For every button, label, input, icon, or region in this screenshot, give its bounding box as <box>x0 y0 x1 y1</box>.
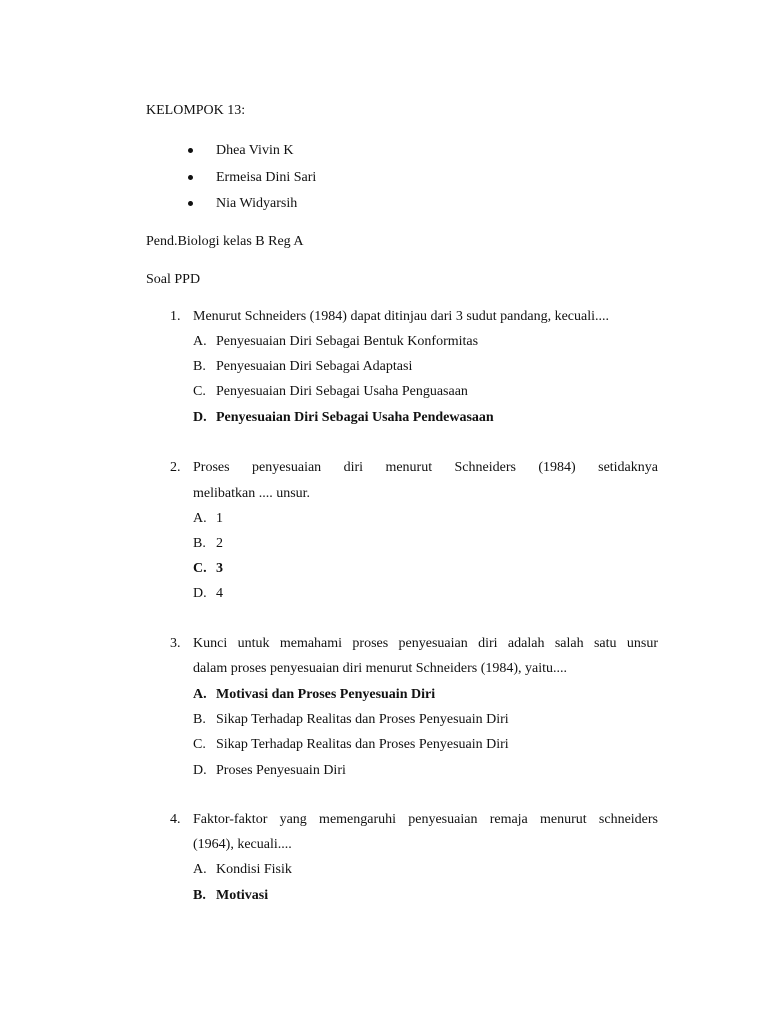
option-letter: D. <box>193 763 207 778</box>
option-letter: B. <box>193 536 206 551</box>
option-letter: B. <box>193 712 206 727</box>
question-text: Kunci untuk memahami proses penyesuaian diri adalah salah satu unsur <box>193 636 658 651</box>
option-text-answer: Motivasi dan Proses Penyesuain Diri <box>216 687 436 702</box>
group-heading: KELOMPOK 13: <box>146 103 246 118</box>
option-text: Sikap Terhadap Realitas dan Proses Penyesuain Diri <box>216 737 509 752</box>
option-letter: A. <box>193 334 207 349</box>
option-text: Kondisi Fisik <box>216 862 292 877</box>
question-text: melibatkan .... unsur. <box>193 486 311 501</box>
question-number: 4. <box>170 812 181 827</box>
option-letter: C. <box>193 384 206 399</box>
option-text: 4 <box>216 586 223 601</box>
option-text: Penyesuaian Diri Sebagai Usaha Penguasaan <box>216 384 468 399</box>
option-letter-answer: B. <box>193 888 206 903</box>
option-text: Proses Penyesuain Diri <box>216 763 346 778</box>
option-text-answer: Motivasi <box>216 888 269 903</box>
option-text: Sikap Terhadap Realitas dan Proses Penyesuain Diri <box>216 712 509 727</box>
question-text: Menurut Schneiders (1984) dapat ditinjau dari 3 sudut pandang, kecuali.... <box>193 309 610 324</box>
question-number: 3. <box>170 636 181 651</box>
bullet-icon <box>188 175 193 180</box>
bullet-icon <box>188 201 193 206</box>
member-item: Ermeisa Dini Sari <box>216 170 317 185</box>
bullet-icon <box>188 148 193 153</box>
option-text: 2 <box>216 536 223 551</box>
question-text: (1964), kecuali.... <box>193 837 292 852</box>
question-text: dalam proses penyesuaian diri menurut Schneiders (1984), yaitu.... <box>193 661 568 676</box>
option-text-answer: Penyesuaian Diri Sebagai Usaha Pendewasaan <box>216 410 494 425</box>
option-text: Penyesuaian Diri Sebagai Bentuk Konformitas <box>216 334 479 349</box>
option-text: Penyesuaian Diri Sebagai Adaptasi <box>216 359 413 374</box>
question-text: Proses penyesuaian diri menurut Schneiders (1984) setidaknya <box>193 460 658 475</box>
question-number: 2. <box>170 460 181 475</box>
member-item: Dhea Vivin K <box>216 143 294 158</box>
class-info: Pend.Biologi kelas B Reg A <box>146 234 304 249</box>
option-letter-answer: A. <box>193 687 207 702</box>
option-letter: C. <box>193 737 206 752</box>
option-letter-answer: C. <box>193 561 207 576</box>
option-letter: D. <box>193 586 207 601</box>
member-item: Nia Widyarsih <box>216 196 298 211</box>
option-text: 1 <box>216 511 223 526</box>
option-letter: B. <box>193 359 206 374</box>
option-letter: A. <box>193 511 207 526</box>
question-text: Faktor-faktor yang memengaruhi penyesuaian remaja menurut schneiders <box>193 812 658 827</box>
option-letter: A. <box>193 862 207 877</box>
subject-title: Soal PPD <box>146 272 201 287</box>
option-letter-answer: D. <box>193 410 207 425</box>
option-text-answer: 3 <box>216 561 223 576</box>
question-number: 1. <box>170 309 181 324</box>
